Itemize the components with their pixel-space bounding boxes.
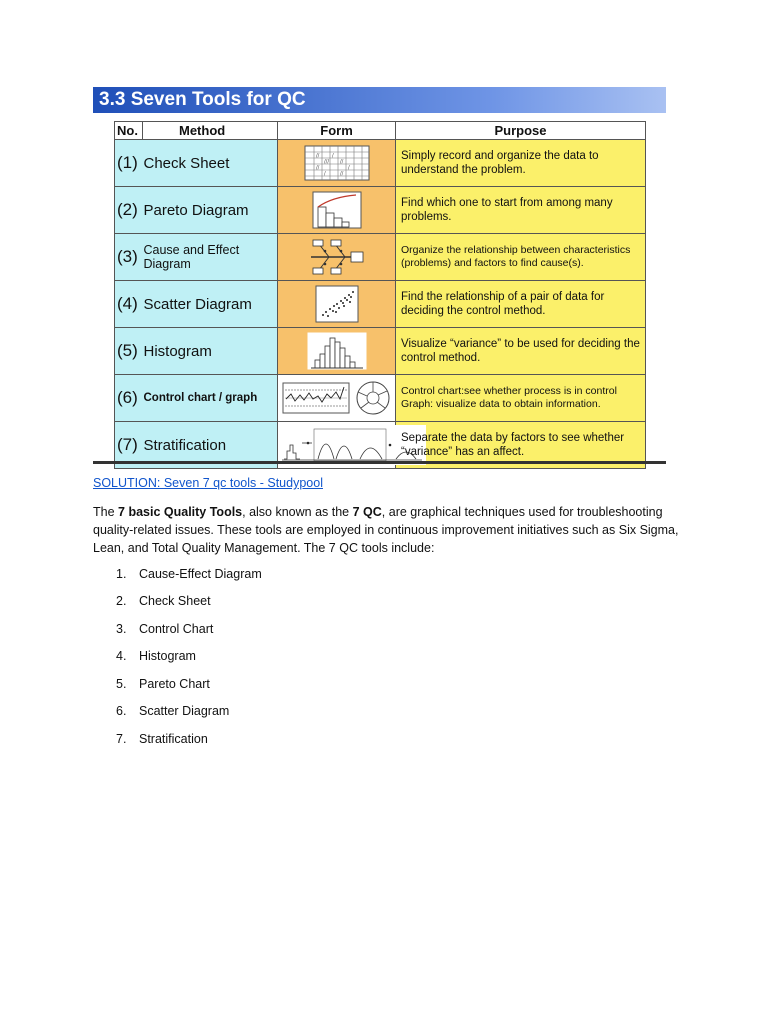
row-method: Scatter Diagram [143, 281, 278, 328]
control-chart-form-icon [278, 375, 396, 422]
table-header-row [115, 122, 646, 140]
check-sheet-form-icon [278, 140, 396, 187]
list-item-text: Histogram [139, 649, 196, 663]
list-item-number: 5. [116, 677, 127, 691]
scatter-form-icon [278, 281, 396, 328]
row-number: (5) [115, 328, 143, 375]
svg-text:/: / [331, 153, 334, 159]
list-item-number: 2. [116, 594, 127, 608]
row-purpose: Find which one to start from among many problems. [396, 187, 646, 234]
row-method: Histogram [143, 328, 278, 375]
row-purpose: Separate the data by factors to see whether “variance” has an affect. [396, 422, 646, 469]
intro-paragraph [93, 503, 683, 557]
list-item-number: 1. [116, 567, 127, 581]
row-purpose: Simply record and organize the data to understand the problem. [396, 140, 646, 187]
list-item [93, 702, 393, 720]
cause-effect-form-icon [278, 234, 396, 281]
paragraph-bold-2: 7 QC [352, 505, 382, 519]
figure-title: 3.3 Seven Tools for QC [93, 87, 666, 113]
list-item-text: Cause-Effect Diagram [139, 567, 262, 581]
row-purpose: Organize the relationship between characteristics (problems) and factors to find cause(s). [396, 234, 646, 281]
list-item-number: 3. [116, 622, 127, 636]
header-form: Form [278, 122, 396, 140]
table-row [115, 281, 646, 328]
header-method: Method [143, 122, 278, 140]
svg-text://: // [339, 171, 343, 177]
svg-text://: // [315, 153, 319, 159]
row-number: (2) [115, 187, 143, 234]
svg-text:/: / [347, 165, 350, 171]
list-item [93, 620, 393, 638]
row-purpose: Find the relationship of a pair of data for deciding the control method. [396, 281, 646, 328]
row-method: Stratification [143, 422, 278, 469]
list-item [93, 565, 393, 583]
list-item [93, 730, 393, 748]
paragraph-post: , are graphical techniques used for troubleshooting quality-related issues. These tools are employed in continuous improvement initiatives such as Six Sigma, Lean, and Total Quality Management. The 7 QC tools include: [93, 505, 679, 555]
list-item-number: 4. [116, 649, 127, 663]
histogram-form-icon [278, 328, 396, 375]
row-purpose: Control chart:see whether process is in control Graph: visualize data to obtain information. [396, 375, 646, 422]
table-row [115, 375, 646, 422]
list-item-number: 6. [116, 704, 127, 718]
row-number: (3) [115, 234, 143, 281]
row-purpose: Visualize “variance” to be used for deciding the control method. [396, 328, 646, 375]
svg-text:/: / [323, 171, 326, 177]
list-item [93, 675, 393, 693]
list-item-text: Scatter Diagram [139, 704, 230, 718]
table-row [115, 328, 646, 375]
row-number: (4) [115, 281, 143, 328]
studypool-link[interactable]: SOLUTION: Seven 7 qc tools - Studypool [93, 476, 323, 490]
figure-bottom-border [93, 461, 666, 464]
row-number: (6) [115, 375, 143, 422]
table-row [115, 187, 646, 234]
qc-tools-table [114, 121, 646, 469]
list-item-text: Control Chart [139, 622, 214, 636]
list-item-text: Check Sheet [139, 594, 211, 608]
table-row [115, 140, 646, 187]
table-row [115, 234, 646, 281]
row-number: (7) [115, 422, 143, 469]
list-item-text: Stratification [139, 732, 208, 746]
row-method: Control chart / graph [143, 375, 278, 422]
row-number: (1) [115, 140, 143, 187]
header-no: No. [115, 122, 143, 140]
row-method: Cause and Effect Diagram [143, 234, 278, 281]
svg-text://: // [315, 165, 319, 171]
list-item-number: 7. [116, 732, 127, 746]
list-item [93, 647, 393, 665]
pareto-form-icon [278, 187, 396, 234]
svg-text:///: /// [323, 159, 329, 165]
row-method: Pareto Diagram [143, 187, 278, 234]
paragraph-pre: The [93, 505, 119, 519]
paragraph-bold-1: 7 basic Quality Tools [118, 505, 243, 519]
paragraph-mid: , also known as the [242, 505, 353, 519]
header-purpose: Purpose [396, 122, 646, 140]
list-item [93, 592, 393, 610]
row-method: Check Sheet [143, 140, 278, 187]
qc-tools-figure [93, 87, 666, 465]
svg-text://: // [339, 159, 343, 165]
list-item-text: Pareto Chart [139, 677, 210, 691]
